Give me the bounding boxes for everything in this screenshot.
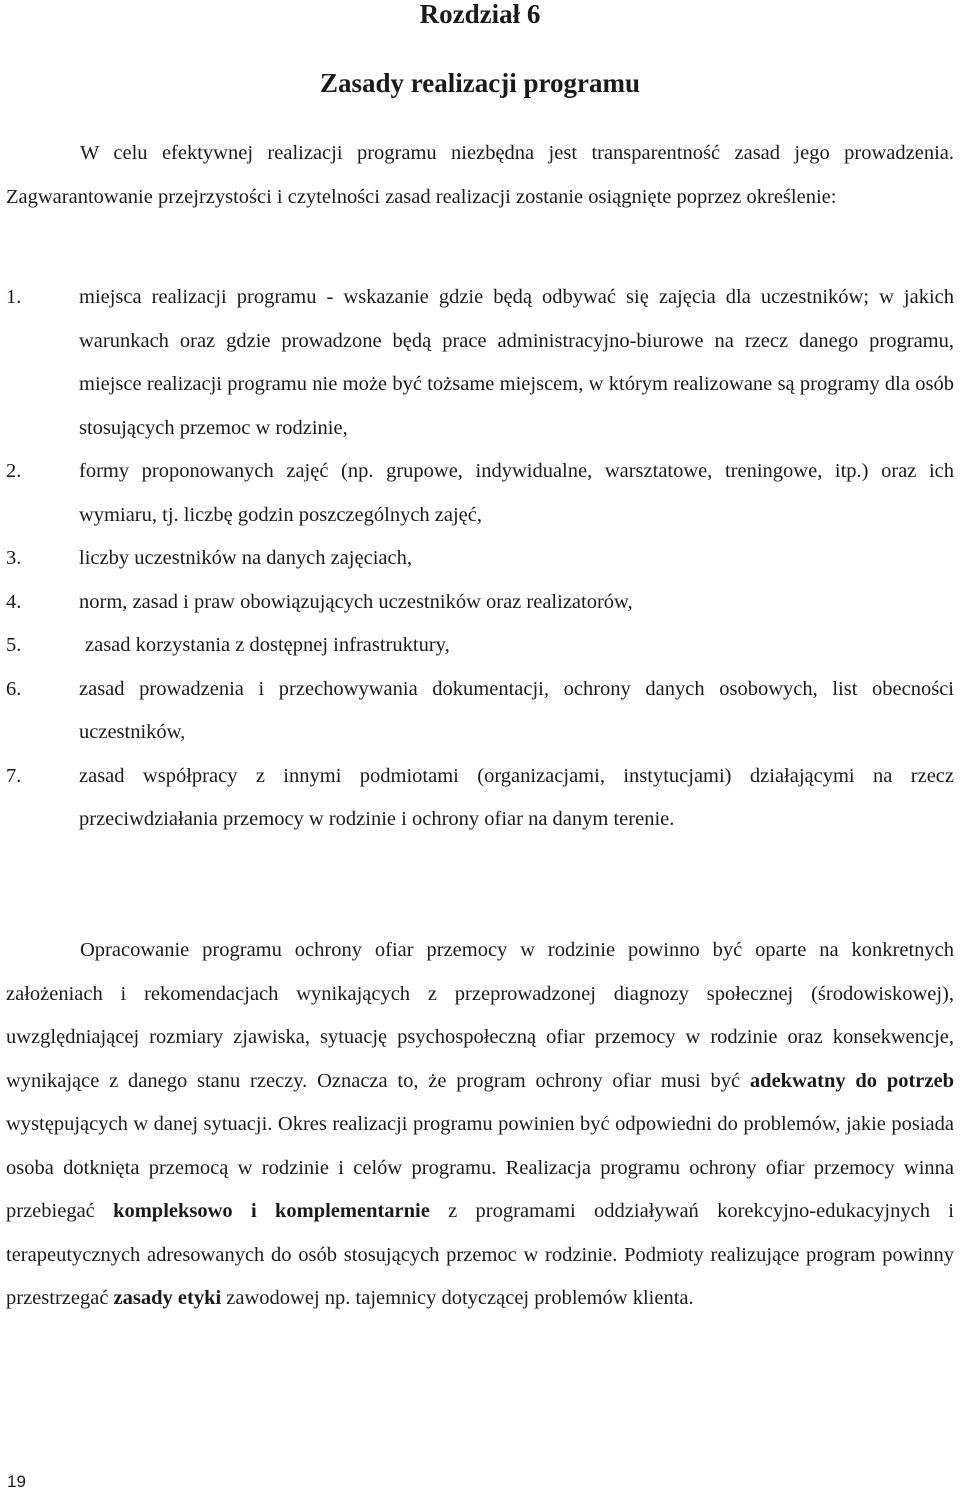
list-item-number: 4. — [6, 590, 22, 613]
list-item — [6, 276, 954, 450]
list-item-number: 7. — [6, 764, 22, 787]
closing-text-part: zawodowej np. tajemnicy dotyczącej problemów klienta. — [221, 1287, 694, 1309]
page-number: 19 — [7, 1472, 26, 1491]
emphasis-adequate: adekwatny do potrzeb — [749, 1069, 954, 1092]
list-item — [6, 755, 954, 842]
emphasis-ethics: zasady etyki — [113, 1287, 222, 1309]
list-item — [6, 450, 954, 537]
list-item-number: 2. — [6, 460, 22, 482]
requirements-list — [6, 276, 954, 842]
list-item-text: liczby uczestników na danych zajęciach, — [79, 547, 412, 569]
list-item-text: zasad prowadzenia i przechowywania dokumentacji, ochrony danych osobowych, list obecności uczestników, — [79, 677, 954, 743]
list-item-text: zasad korzystania z dostępnej infrastruktury, — [85, 634, 450, 656]
list-item — [6, 537, 954, 581]
list-item — [6, 624, 954, 668]
list-item-number: 1. — [6, 286, 22, 308]
chapter-heading: Rozdział 6 — [419, 0, 541, 29]
list-item-number: 3. — [6, 547, 22, 569]
list-item-number: 6. — [6, 677, 22, 700]
list-item — [6, 581, 954, 625]
list-item-text: miejsca realizacji programu - wskazanie gdzie będą odbywać się zajęcia dla uczestników; w jakich warunkach oraz gdzie prowadzone będą prace administracyjno-biurowe na rzecz danego programu, miejsce realizacji programu nie może być tożsame miejscem, w którym realizowane są programy dla osób stosujących przemoc w rodzinie, — [79, 286, 954, 439]
list-item-text: norm, zasad i praw obowiązujących uczestników oraz realizatorów, — [79, 590, 633, 613]
closing-text-part: Opracowanie programu ochrony ofiar przemocy w rodzinie powinno być oparte na konkretnych założeniach i rekomendacjach wynikających z przeprowadzonej diagnozy społecznej (środowiskowej), uwzględniającej rozmiary zjawiska, sytuację psychospołeczną ofiar przemocy w rodzinie oraz konsekwencje, wynikające z danego stanu rzeczy. Oznacza to, że program ochrony ofiar musi być — [6, 939, 954, 1092]
closing-text-part: występujących w danej sytuacji. Okres realizacji programu powinien być odpowiedni do problemów, jakie posiada osoba dotknięta przemocą w rodzinie i celów programu. Realizacja programu ochrony ofiar przemocy winna przebiegać — [6, 1113, 954, 1222]
closing-text-part: z programami oddziaływań korekcyjno-edukacyjnych i terapeutycznych adresowanych do osób stosujących przemoc w rodzinie. Podmioty realizujące program powinny przestrzegać — [6, 1200, 954, 1309]
list-item-number: 5. — [6, 634, 22, 656]
emphasis-comprehensive: kompleksowo i komplementarnie — [113, 1200, 430, 1222]
list-item-text: formy proponowanych zajęć (np. grupowe, indywidualne, warsztatowe, treningowe, itp.) oraz ich wymiaru, tj. liczbę godzin poszczególnych zajęć, — [79, 460, 954, 526]
closing-paragraph — [6, 929, 954, 1321]
section-title: Zasady realizacji programu — [320, 68, 640, 98]
intro-paragraph: W celu efektywnej realizacji programu niezbędna jest transparentność zasad jego prowadzenia. Zagwarantowanie przejrzystości i czytelności zasad realizacji zostanie osiągnięte poprzez określenie: — [6, 142, 954, 208]
list-item — [6, 668, 954, 755]
list-item-text: zasad współpracy z innymi podmiotami (organizacjami, instytucjami) działającymi na rzecz przeciwdziałania przemocy w rodzinie i ochrony ofiar na danym terenie. — [79, 764, 954, 830]
